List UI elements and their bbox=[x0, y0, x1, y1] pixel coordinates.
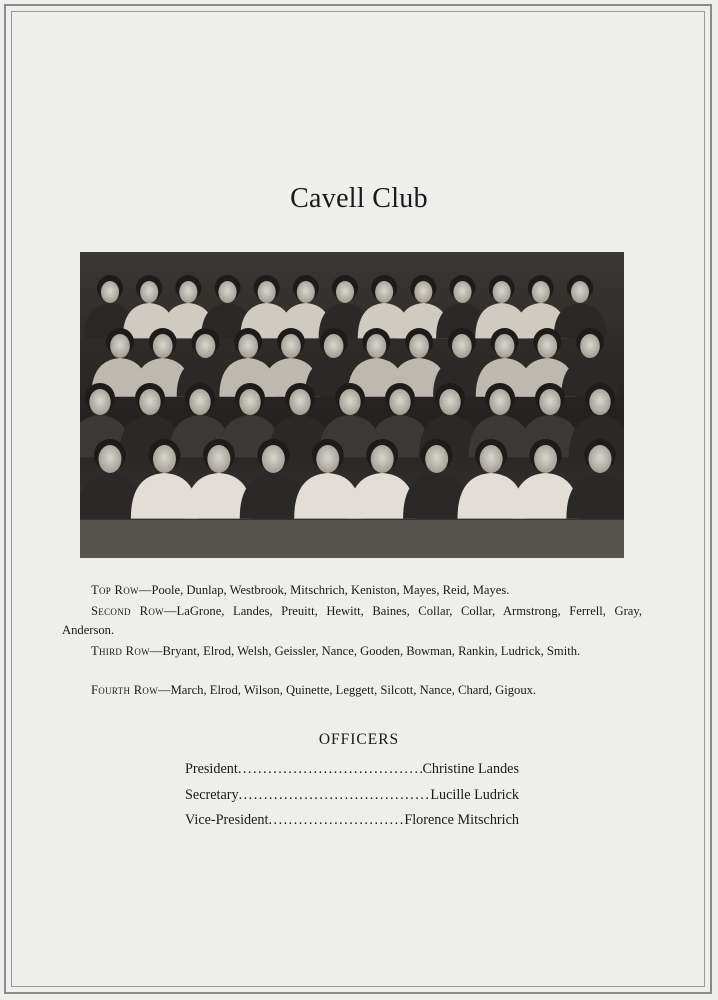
figure-face bbox=[110, 334, 130, 358]
caption-third-row bbox=[62, 642, 642, 661]
figure-face bbox=[480, 445, 503, 473]
figure-face bbox=[218, 281, 236, 303]
figure-face bbox=[324, 334, 344, 358]
row-names: —Bryant, Elrod, Welsh, Geissler, Nance, Gooden, Bowman, Rankin, Ludrick, Smith. bbox=[149, 644, 581, 658]
leader-dots bbox=[239, 787, 431, 804]
figure-face bbox=[99, 445, 122, 473]
figure-face bbox=[239, 389, 260, 415]
figure-face bbox=[371, 445, 394, 473]
row-label: Third Row bbox=[91, 644, 150, 658]
officers-heading: OFFICERS bbox=[318, 731, 400, 748]
officer-role: Vice-President bbox=[185, 812, 269, 828]
figure-face bbox=[297, 281, 315, 303]
figure-face bbox=[139, 389, 160, 415]
figure-face bbox=[493, 281, 511, 303]
officer-role: President bbox=[185, 761, 238, 777]
leader-dots bbox=[268, 812, 404, 829]
officer-name: Christine Landes bbox=[422, 761, 519, 777]
figure-face bbox=[140, 281, 158, 303]
row-label: Fourth Row bbox=[91, 683, 159, 697]
figure-face bbox=[262, 445, 285, 473]
figure-face bbox=[425, 445, 448, 473]
officer-president bbox=[185, 761, 519, 778]
row-names: —March, Elrod, Wilson, Quinette, Leggett, Silcott, Nance, Chard, Gigoux. bbox=[158, 683, 537, 697]
figure-face bbox=[414, 281, 432, 303]
row-names: —LaGrone, Landes, Preuitt, Hewitt, Baines, Collar, Collar, Armstrong, Ferrell, Gray, Anderson. bbox=[62, 604, 642, 637]
figure-face bbox=[375, 281, 393, 303]
figure-face bbox=[336, 281, 354, 303]
figure-face bbox=[289, 389, 310, 415]
figure-face bbox=[389, 389, 410, 415]
figure-face bbox=[339, 389, 360, 415]
row-names: —Poole, Dunlap, Westbrook, Mitschrich, Keniston, Mayes, Reid, Mayes. bbox=[138, 583, 510, 597]
figure-face bbox=[452, 334, 472, 358]
figure-face bbox=[179, 281, 197, 303]
figure-face bbox=[189, 389, 210, 415]
figure-face bbox=[439, 389, 460, 415]
officer-role: Secretary bbox=[185, 787, 239, 803]
figure-face bbox=[589, 445, 612, 473]
officer-secretary bbox=[185, 787, 519, 804]
figure-face bbox=[153, 334, 173, 358]
figure-face bbox=[89, 389, 110, 415]
figure-face bbox=[258, 281, 276, 303]
figure-face bbox=[571, 281, 589, 303]
figure-face bbox=[580, 334, 600, 358]
figure-face bbox=[207, 445, 230, 473]
figure-face bbox=[153, 445, 176, 473]
caption-second-row bbox=[62, 602, 642, 640]
figure-face bbox=[534, 445, 557, 473]
figure-face bbox=[101, 281, 119, 303]
group-photograph bbox=[80, 252, 624, 558]
row-label: Second Row bbox=[91, 604, 164, 618]
figure-face bbox=[532, 281, 550, 303]
row-label: Top Row bbox=[91, 583, 139, 597]
leader-dots bbox=[238, 761, 423, 778]
figure-face bbox=[495, 334, 515, 358]
officer-name: Florence Mitschrich bbox=[404, 812, 519, 828]
figure-face bbox=[589, 389, 610, 415]
caption-top-row bbox=[62, 581, 642, 600]
figure-face bbox=[316, 445, 339, 473]
figure-face bbox=[281, 334, 301, 358]
figure-face bbox=[453, 281, 471, 303]
figure-face bbox=[409, 334, 429, 358]
figure-face bbox=[539, 389, 560, 415]
caption-fourth-row bbox=[62, 681, 642, 700]
officer-vice-president bbox=[185, 812, 519, 829]
figure-face bbox=[238, 334, 258, 358]
page-title: Cavell Club bbox=[290, 183, 428, 214]
figure-face bbox=[489, 389, 510, 415]
figure-face bbox=[367, 334, 387, 358]
figure-face bbox=[537, 334, 557, 358]
officer-name: Lucille Ludrick bbox=[430, 787, 519, 803]
figure-face bbox=[196, 334, 216, 358]
